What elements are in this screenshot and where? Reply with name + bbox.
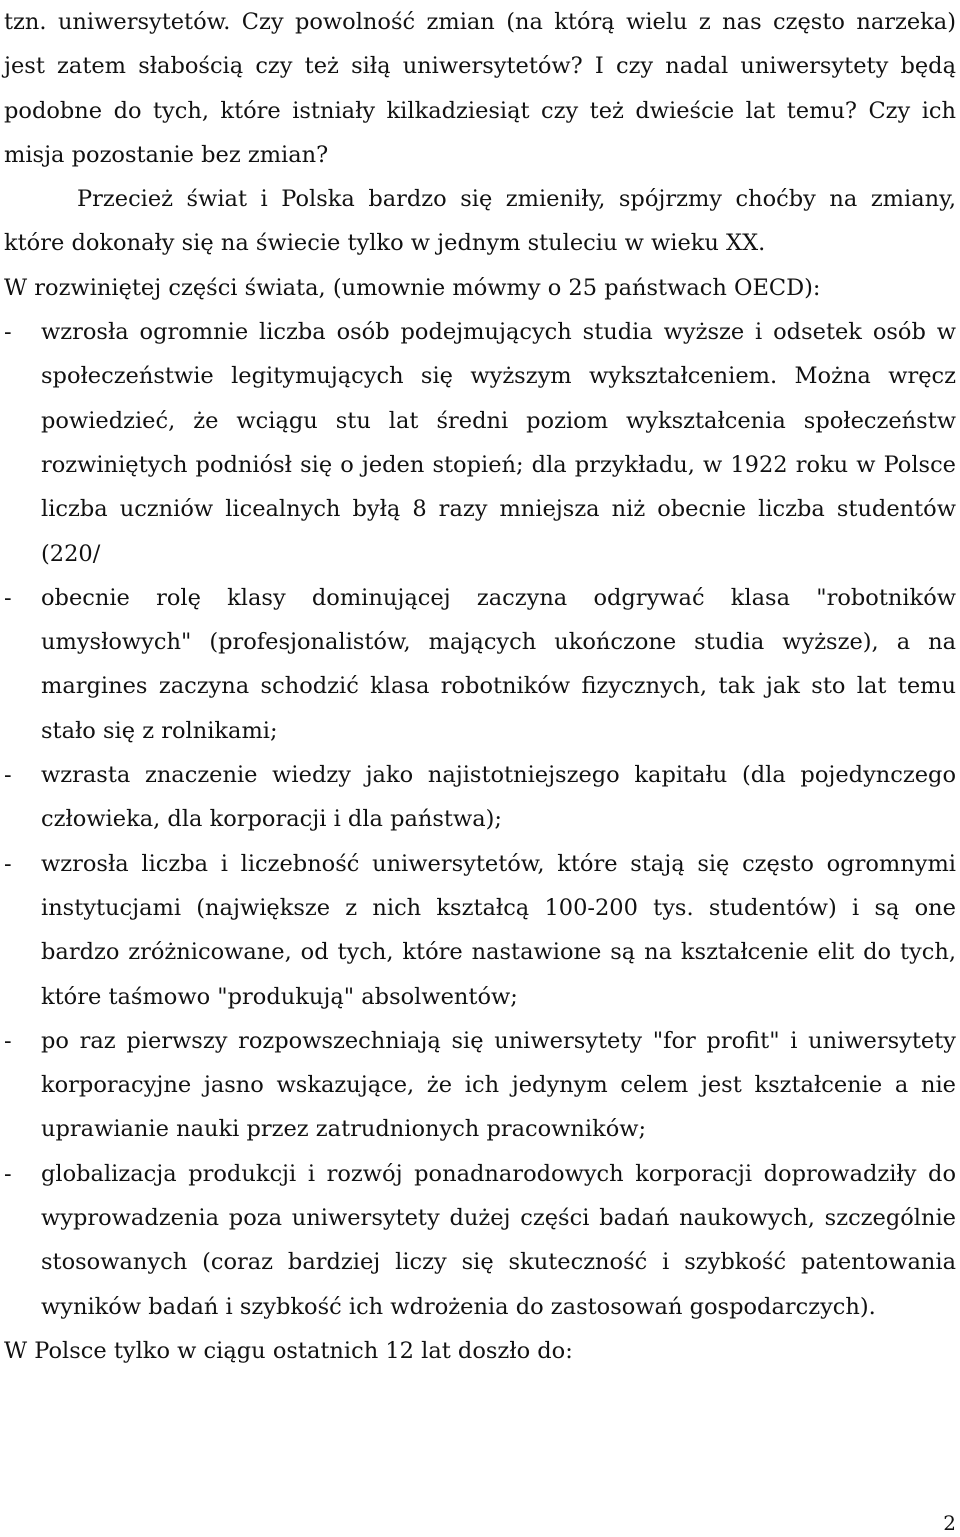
paragraph-intro: tzn. uniwersytetów. Czy powolność zmian (na którą wielu z nas często narzeka) jest zatem słabością czy też siłą uniwersytetów? I czy nadal uniwersytety będą podobne do tych, które istniały kilkadziesiąt czy też dwieście lat temu? Czy ich misja pozostanie bez zmian? bbox=[4, 9, 956, 168]
list-item-text: wzrasta znaczenie wiedzy jako najistotniejszego kapitału (dla pojedynczego człowieka, dla korporacji i dla państwa); bbox=[41, 762, 956, 833]
list-item-text: globalizacja produkcji i rozwój ponadnarodowych korporacji doprowadziły do wyprowadzenia poza uniwersytety dużej części badań naukowych, szczególnie stosowanych (coraz bardziej liczy się skuteczność i szybkość patentowania wyników badań i szybkość ich wdrożenia do zastosowań gospodarczych). bbox=[41, 1160, 956, 1320]
page-number: 2 bbox=[943, 1511, 956, 1535]
list-item-text: wzrosła liczba i liczebność uniwersytetów, które stają się często ogromnymi instytucjami (największe z nich kształcą 100-200 tys. studentów) i są one bardzo zróżnicowane, od tych, które nastawione są na kształcenie elit do tych, które taśmowo "produkują" absolwentów; bbox=[41, 850, 956, 1010]
list-item bbox=[4, 1152, 956, 1329]
paragraph-closing: W Polsce tylko w ciągu ostatnich 12 lat doszło do: bbox=[4, 1337, 573, 1364]
list-dash: - bbox=[4, 1027, 12, 1054]
list-dash: - bbox=[4, 584, 12, 611]
list-dash: - bbox=[4, 762, 12, 789]
list-item-text: po raz pierwszy rozpowszechniają się uniwersytety "for profit" i uniwersytety korporacyjne jasno wskazujące, że ich jedynym celem jest kształcenie a nie uprawianie nauki przez zatrudnionych pracowników; bbox=[41, 1027, 956, 1143]
list-item-text: obecnie rolę klasy dominującej zaczyna odgrywać klasa "robotników umysłowych" (profesjonalistów, mających ukończone studia wyższe), a na margines zaczyna schodzić klasa robotników fizycznych, tak jak sto lat temu stało się z rolnikami; bbox=[41, 584, 956, 744]
list-item bbox=[4, 842, 956, 1019]
paragraph-world-changes: Przecież świat i Polska bardzo się zmieniły, spójrzmy choćby na zmiany, które dokonały się na świecie tylko w jednym stuleciu w wieku XX. bbox=[4, 186, 956, 257]
list-item bbox=[4, 1019, 956, 1152]
changes-list bbox=[4, 310, 956, 1329]
list-item bbox=[4, 310, 956, 576]
document-body bbox=[4, 0, 956, 1373]
list-item bbox=[4, 576, 956, 753]
list-dash: - bbox=[4, 1160, 12, 1187]
paragraph-oecd: W rozwiniętej części świata, (umownie mówmy o 25 państwach OECD): bbox=[4, 274, 821, 301]
list-dash: - bbox=[4, 319, 12, 346]
list-item bbox=[4, 753, 956, 842]
list-dash: - bbox=[4, 850, 12, 877]
list-item-text: wzrosła ogromnie liczba osób podejmujących studia wyższe i odsetek osób w społeczeństwie legitymujących się wyższym wykształceniem. Można wręcz powiedzieć, że wciągu stu lat średni poziom wykształcenia społeczeństw rozwiniętych podniósł się o jeden stopień; dla przykładu, w 1922 roku w Polsce liczba uczniów licealnych byłą 8 razy mniejsza niż obecnie liczba studentów (220/ bbox=[41, 319, 956, 567]
